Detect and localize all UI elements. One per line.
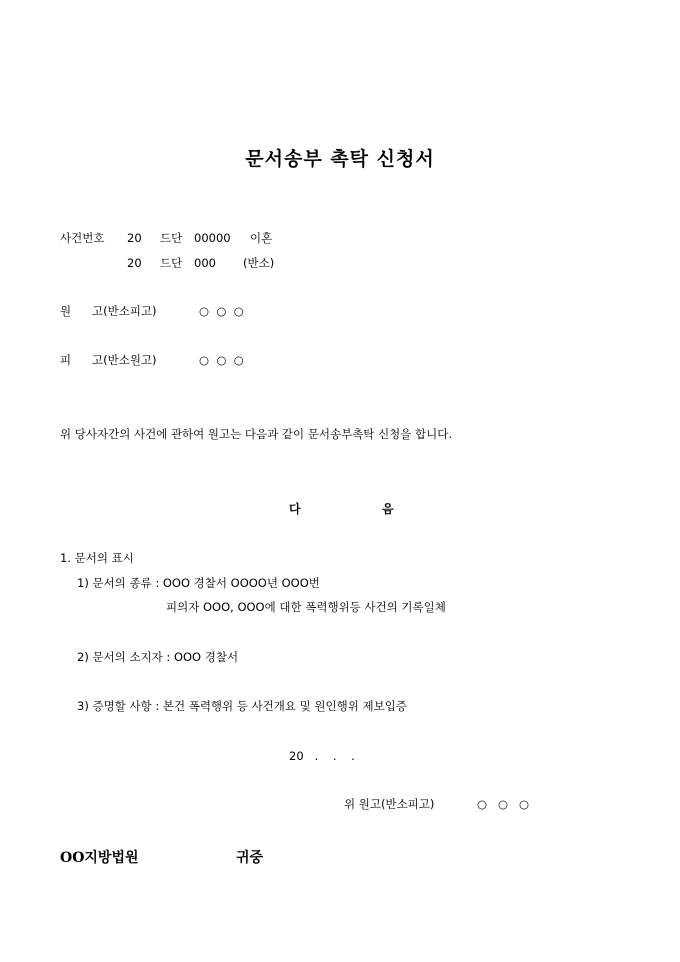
defendant-label-1: 피 [60, 353, 72, 367]
document-title: 문서송부 촉탁 신청서 [245, 148, 435, 170]
signature-name: ○ ○ ○ [477, 797, 530, 811]
case-number-label: 사건번호 [60, 231, 105, 245]
intro-text: 위 당사자간의 사건에 관하여 원고는 다음과 같이 문서송부촉탁 신청을 합니다. [60, 427, 453, 441]
section-heading-left: 다 [289, 502, 301, 516]
court-name: OO지방법원 [60, 850, 139, 866]
case-type-2: 드단 [160, 256, 183, 270]
case-type-1: 드단 [160, 231, 183, 245]
defendant-name: ○ ○ ○ [199, 353, 244, 367]
case-number-1: 00000 [194, 231, 231, 245]
case-year-1: 20 [127, 231, 142, 245]
item2: 2) 문서의 소지자 : OOO 경찰서 [77, 650, 239, 664]
defendant-label-2: 고(반소원고) [92, 353, 157, 367]
item1-line1: 1) 문서의 종류 : OOO 경찰서 OOOO년 OOO번 [77, 576, 320, 590]
document-date: 20 . . . [289, 749, 355, 763]
item3: 3) 증명할 사항 : 본건 폭력행위 등 사건개요 및 원인행위 제보입증 [77, 699, 407, 713]
item1-line2: 피의자 OOO, OOO에 대한 폭력행위등 사건의 기록일체 [166, 600, 446, 614]
items-heading: 1. 문서의 표시 [60, 551, 134, 565]
case-number-2: 000 [194, 256, 216, 270]
case-year-2: 20 [127, 256, 142, 270]
case-name-2: (반소) [243, 256, 275, 270]
court-honorific: 귀중 [236, 850, 264, 866]
plaintiff-label-1: 원 [60, 304, 72, 318]
signature-label: 위 원고(반소피고) [344, 797, 435, 811]
section-heading-right: 음 [382, 502, 394, 516]
plaintiff-name: ○ ○ ○ [199, 304, 244, 318]
plaintiff-label-2: 고(반소피고) [92, 304, 157, 318]
case-name-1: 이혼 [250, 231, 273, 245]
